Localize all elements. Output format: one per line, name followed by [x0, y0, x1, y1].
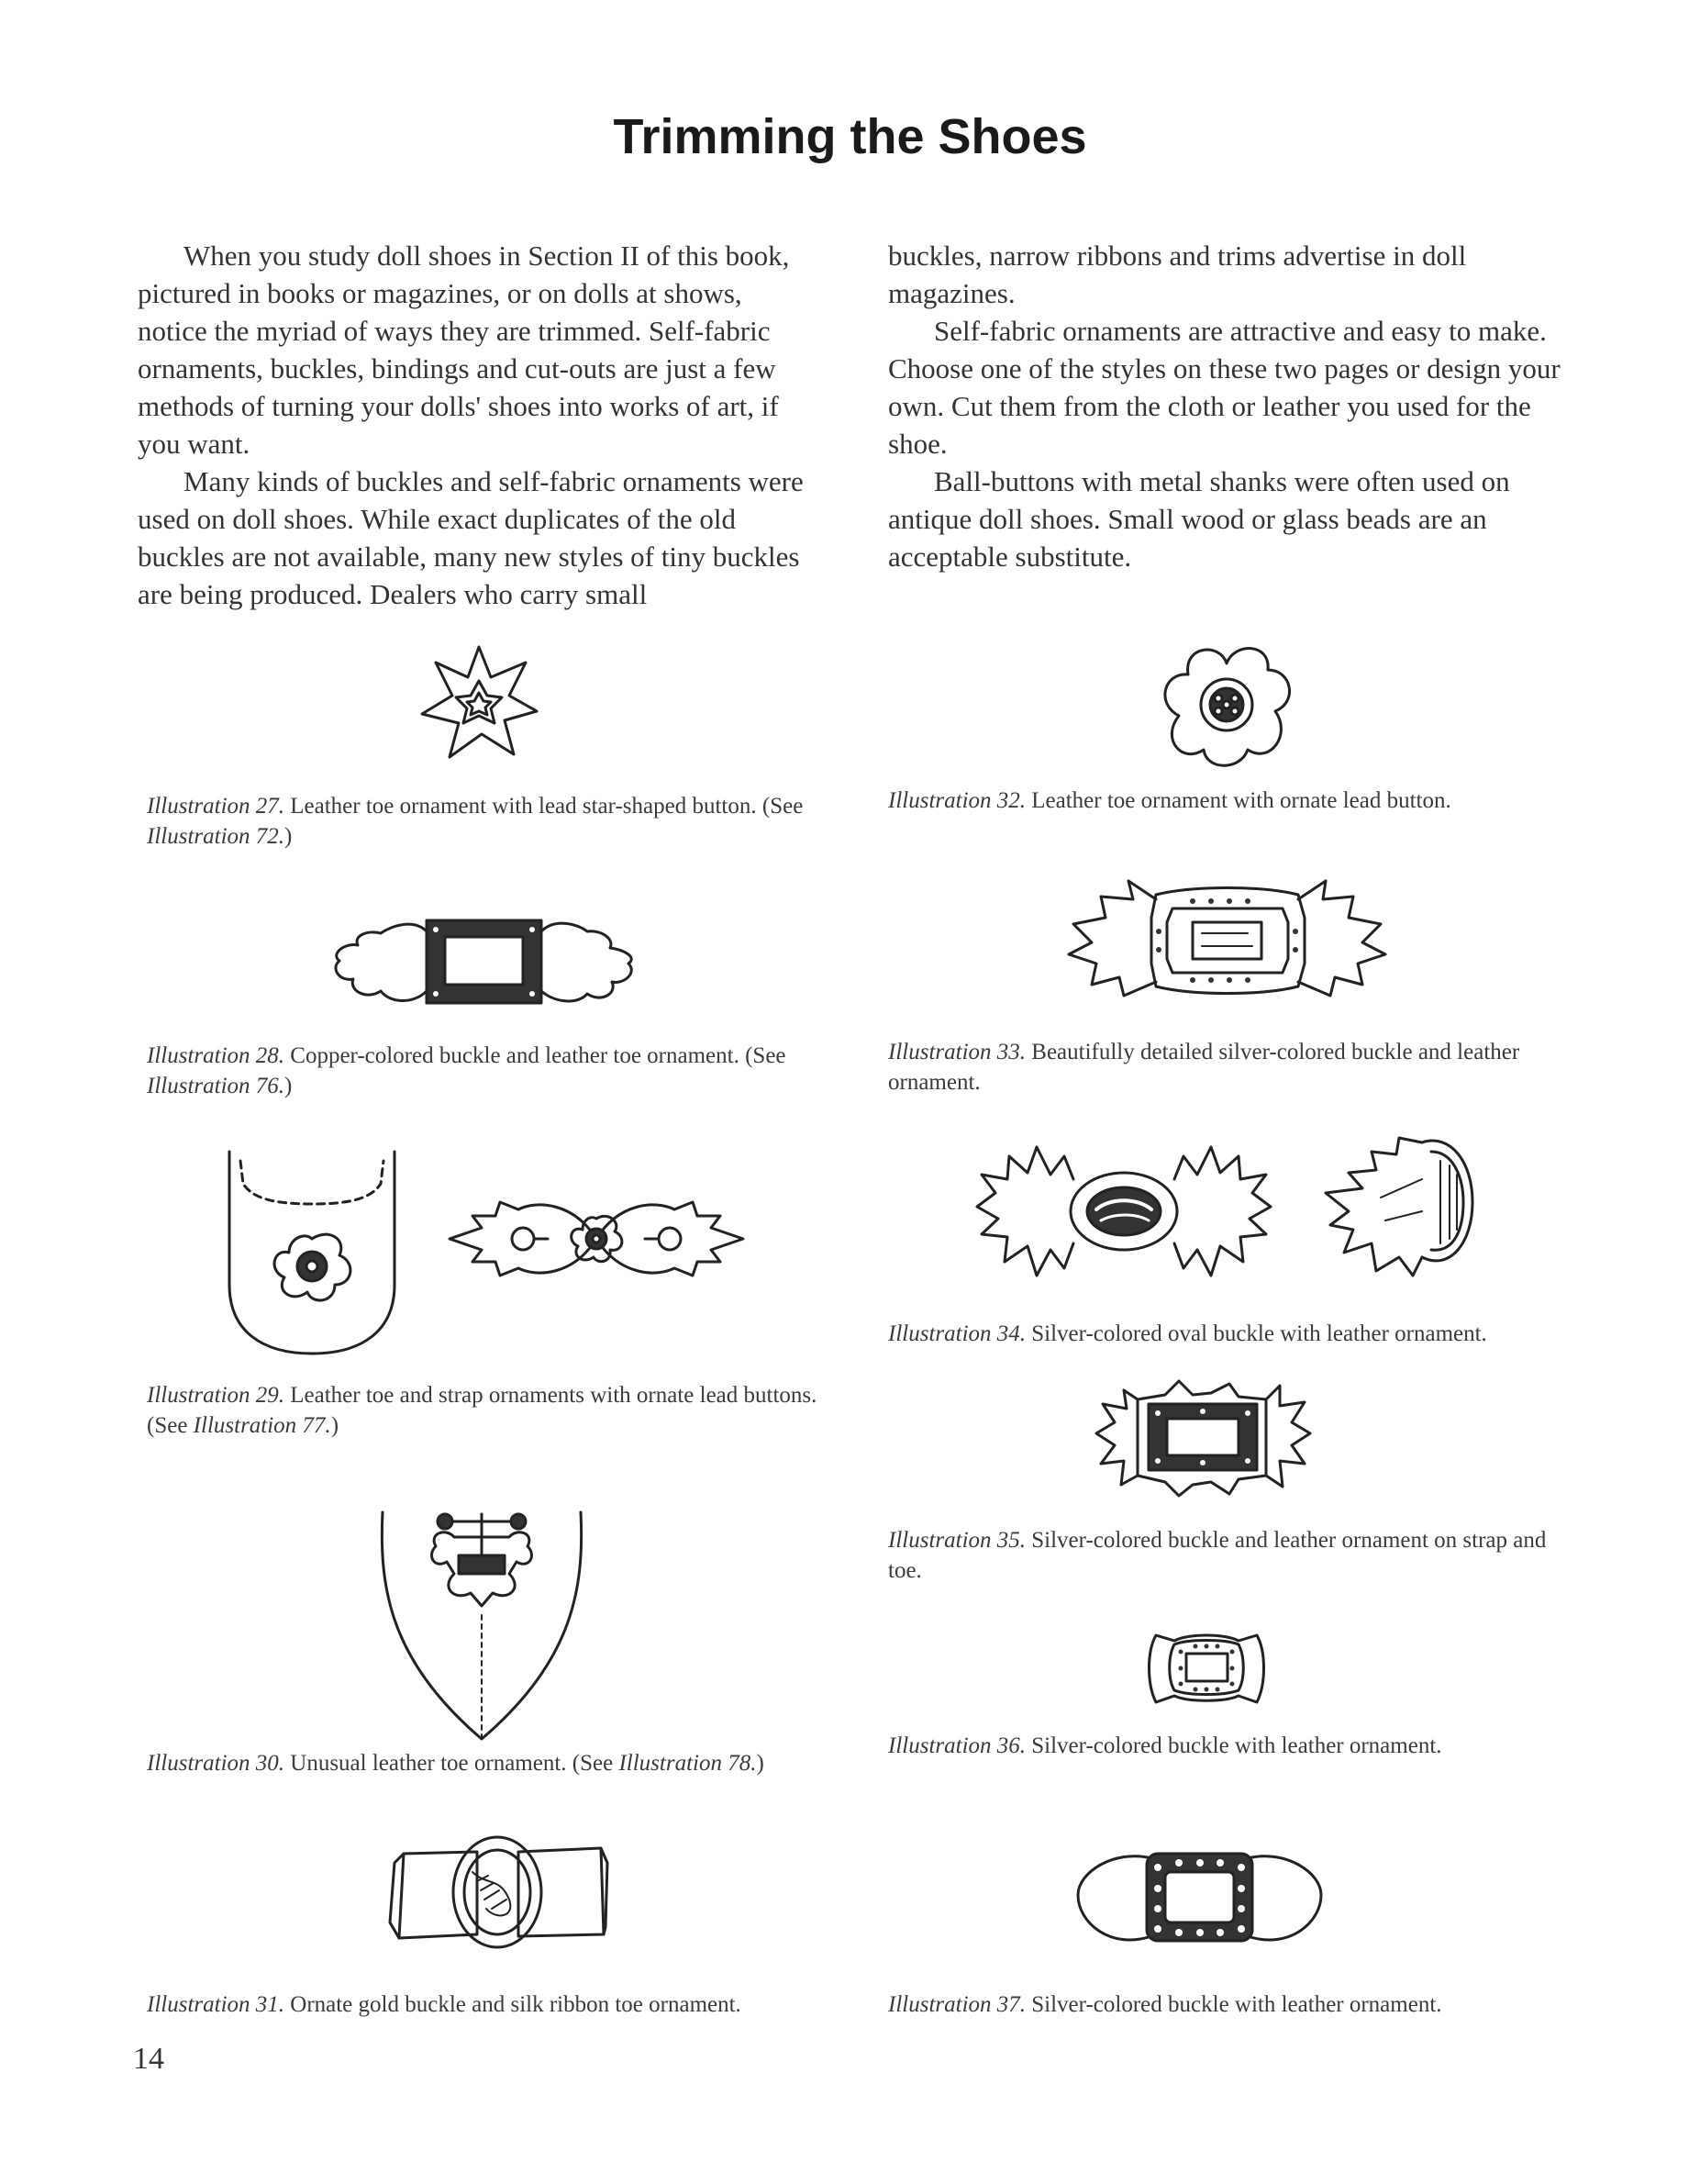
caption-illustration-28: Illustration 28. Copper-colored buckle and leather toe ornament. (See Illustration 76.): [147, 1043, 786, 1098]
paragraph: Many kinds of buckles and self-fabric ornaments were used on doll shoes. While exact duplicates of the old buckles are not available, many new styles of tiny buckles are being produced. Dealers who carry small: [138, 465, 804, 610]
detailed-silver-buckle-illustration: [1064, 876, 1390, 1005]
caption-illustration-31: Illustration 31. Ornate gold buckle and silk ribbon toe ornament.: [147, 1992, 741, 2017]
small-silver-buckle-illustration: [1142, 1624, 1271, 1711]
gold-buckle-ribbon-illustration: [385, 1835, 610, 1950]
square-buckle-illustration: [1092, 1376, 1312, 1500]
caption-illustration-29: Illustration 29. Leather toe and strap ornaments with ornate lead buttons. (See Illustration 77.): [147, 1383, 817, 1438]
page-title: Trimming the Shoes: [613, 109, 1087, 164]
paragraph: Self-fabric ornaments are attractive and easy to make. Choose one of the styles on these two pages or design your own. Cut them from the cloth or leather you used for the shoe.: [888, 315, 1561, 460]
right-text-column: [888, 237, 1567, 575]
strap-ornament-illustration: [445, 1184, 748, 1294]
unusual-toe-ornament-illustration: [372, 1505, 592, 1744]
caption-illustration-35: Illustration 35. Silver-colored buckle and leather ornament on strap and toe.: [888, 1528, 1547, 1583]
paragraph: Ball-buttons with metal shanks were often used on antique doll shoes. Small wood or glass beads are an acceptable substitute.: [888, 465, 1510, 573]
copper-buckle-illustration: [326, 904, 642, 1019]
shoe-toe-illustration: [220, 1147, 404, 1358]
caption-illustration-32: Illustration 32. Leather toe ornament with ornate lead button.: [888, 788, 1451, 813]
caption-illustration-30: Illustration 30. Unusual leather toe ornament. (See Illustration 78.): [147, 1751, 764, 1776]
caption-illustration-36: Illustration 36. Silver-colored buckle with leather ornament.: [888, 1733, 1442, 1758]
left-text-column: [138, 237, 817, 613]
caption-illustration-34: Illustration 34. Silver-colored oval buckle with leather ornament.: [888, 1321, 1487, 1346]
caption-illustration-33: Illustration 33. Beautifully detailed silver-colored buckle and leather ornament.: [888, 1040, 1520, 1095]
paragraph: When you study doll shoes in Section II of this book, pictured in books or magazines, or on dolls at shows, notice the myriad of ways they are trimmed. Self-fabric ornaments, buckles, bindings and cut-outs are just a few methods of turning your dolls' shoes into works of art, if you want.: [138, 240, 790, 460]
flower-ornament-illustration: [1156, 638, 1298, 771]
page-number: 14: [133, 2042, 164, 2076]
side-view-buckle-illustration: [1312, 1129, 1482, 1289]
star-ornament-illustration: [417, 642, 541, 762]
oval-buckle-illustration: [972, 1138, 1275, 1289]
beaded-buckle-illustration: [1073, 1835, 1326, 1955]
caption-illustration-37: Illustration 37. Silver-colored buckle with leather ornament.: [888, 1992, 1442, 2017]
caption-illustration-27: Illustration 27. Leather toe ornament with lead star-shaped button. (See Illustration 72.): [147, 794, 804, 849]
paragraph: buckles, narrow ribbons and trims advertise in doll magazines.: [888, 240, 1467, 309]
